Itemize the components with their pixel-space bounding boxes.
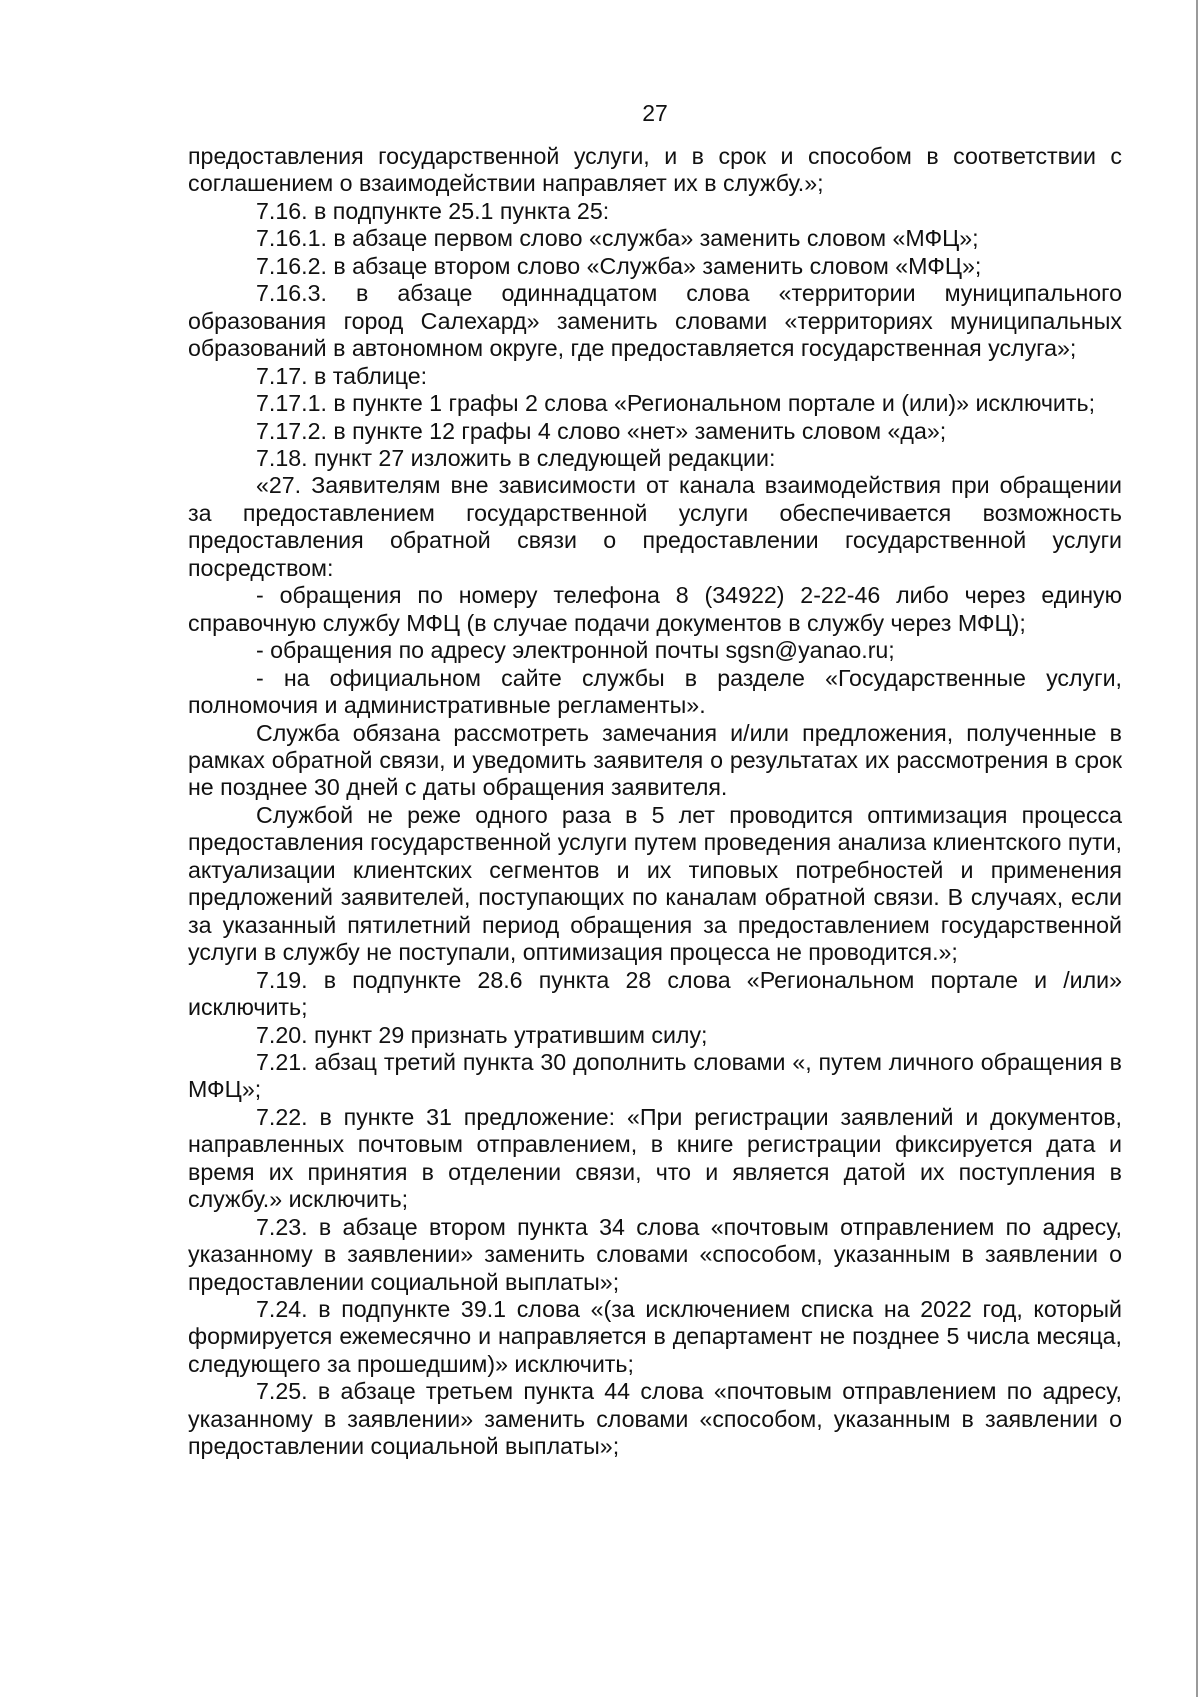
paragraph-7-24: 7.24. в подпункте 39.1 слова «(за исключением списка на 2022 год, который формируется ежемесячно и направляется в департамент не позднее 5 числа месяца, следующего за прошедшим)» исключить;: [188, 1296, 1122, 1377]
paragraph-7-18: 7.18. пункт 27 изложить в следующей редакции:: [256, 444, 776, 471]
document-body: [188, 143, 1122, 1461]
paragraph-7-23: 7.23. в абзаце втором пункта 34 слова «почтовым отправлением по адресу, указанному в заявлении» заменить словами «способом, указанным в заявлении о предоставлении социальной выплаты»;: [188, 1213, 1122, 1295]
paragraph-27: «27. Заявителям вне зависимости от канала взаимодействия при обращении за предоставлением государственной услуги обеспечивается возможность предоставления обратной связи о предоставлении государственной услуги посредством:: [188, 472, 1122, 581]
paragraph-continuation: предоставления государственной услуги, и в срок и способом в соответствии с соглашением о взаимодействии направляет их в службу.»;: [188, 143, 1122, 197]
paragraph-7-17-2: 7.17.2. в пункте 12 графы 4 слово «нет» заменить словом «да»;: [256, 417, 947, 444]
list-item-website: - на официальном сайте службы в разделе «Государственные услуги, полномочия и административные регламенты».: [188, 664, 1122, 719]
paragraph-7-19: 7.19. в подпункте 28.6 пункта 28 слова «Региональном портале и /или» исключить;: [188, 966, 1122, 1021]
list-item-phone: - обращения по номеру телефона 8 (34922) 2-22-46 либо через единую справочную службу МФЦ (в случае подачи документов в службу через МФЦ);: [188, 582, 1122, 636]
paragraph-7-17: 7.17. в таблице:: [256, 362, 428, 389]
paragraph-7-21: 7.21. абзац третий пункта 30 дополнить словами «, путем личного обращения в МФЦ»;: [188, 1048, 1122, 1103]
paragraph-optimization: Службой не реже одного раза в 5 лет проводится оптимизация процесса предоставления государственной услуги путем проведения анализа клиентского пути, актуализации клиентских сегментов и их типовых потребностей и применения предложений заявителей, поступающих по каналам обратной связи. В случаях, если за указанный пятилетний период обращения за предоставлением государственной услуги в службу не поступали, оптимизация процесса не проводится.»;: [188, 801, 1122, 966]
page-edge: [1196, 0, 1198, 1697]
paragraph-7-16-2: 7.16.2. в абзаце втором слово «Служба» заменить словом «МФЦ»;: [256, 252, 982, 279]
paragraph-7-20: 7.20. пункт 29 признать утратившим силу;: [256, 1021, 708, 1048]
list-item-email: - обращения по адресу электронной почты sgsn@yanao.ru;: [256, 637, 895, 664]
paragraph-7-16: 7.16. в подпункте 25.1 пункта 25:: [256, 197, 610, 224]
paragraph-7-16-3: 7.16.3. в абзаце одиннадцатом слова «территории муниципального образования город Салехард» заменить словами «территориях муниципальных образований в автономном округе, где предоставляется государственная услуга»;: [188, 280, 1122, 362]
page-number: 27: [642, 100, 668, 126]
paragraph-7-25: 7.25. в абзаце третьем пункта 44 слова «почтовым отправлением по адресу, указанному в заявлении» заменить словами «способом, указанным в заявлении о предоставлении социальной выплаты»;: [188, 1378, 1122, 1460]
paragraph-7-16-1: 7.16.1. в абзаце первом слово «служба» заменить словом «МФЦ»;: [256, 225, 979, 252]
paragraph-7-22: 7.22. в пункте 31 предложение: «При регистрации заявлений и документов, направленных почтовым отправлением, в книге регистрации фиксируется дата и время их принятия в отделении связи, что и является датой их поступления в службу.» исключить;: [188, 1103, 1122, 1213]
paragraph-service-review: Служба обязана рассмотреть замечания и/или предложения, полученные в рамках обратной связи, и уведомить заявителя о результатах их рассмотрения в срок не позднее 30 дней с даты обращения заявителя.: [188, 719, 1122, 801]
paragraph-7-17-1: 7.17.1. в пункте 1 графы 2 слова «Региональном портале и (или)» исключить;: [256, 390, 1096, 417]
